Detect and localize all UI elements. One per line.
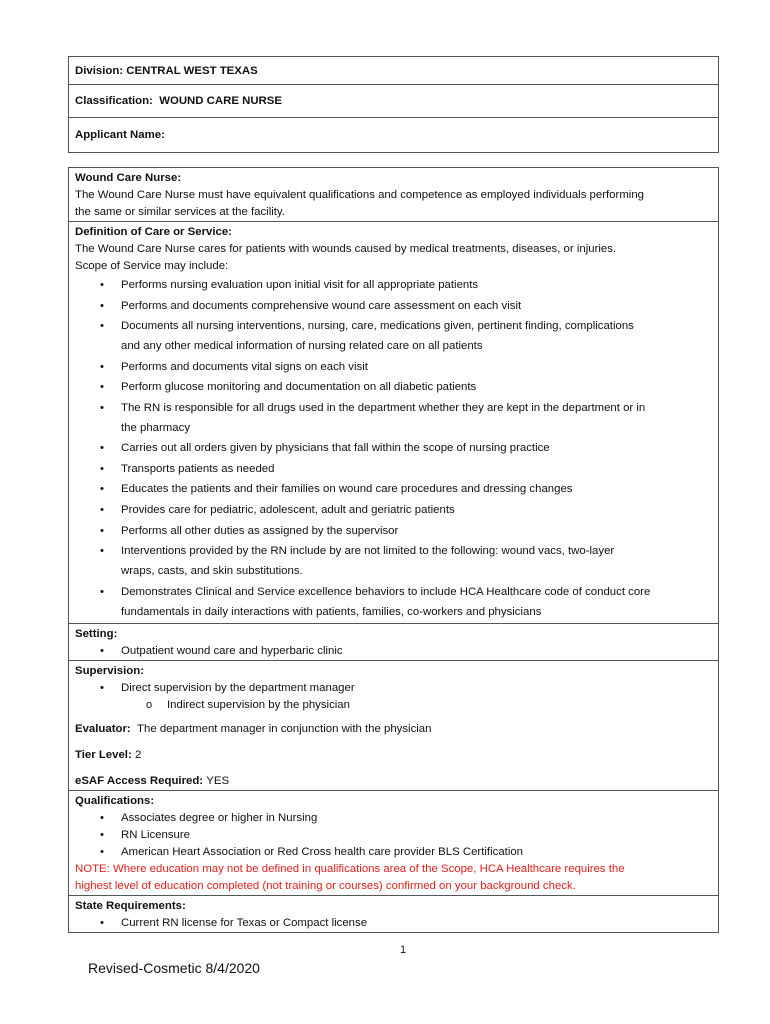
evaluator-line [75,721,712,738]
scope-item-text-continued: and any other medical information of nursing related care on all patients [121,340,483,353]
bullet-icon: • [100,503,104,516]
bullet-icon: • [100,299,104,312]
scope-item [75,398,712,438]
scope-item [75,377,712,398]
scope-item-text: Performs nursing evaluation upon initial visit for all appropriate patients [121,279,479,291]
scope-item-text: Interventions provided by the RN include by are not limited to the following: wound vacs, two-layer [121,545,615,558]
state-requirement-item-text: Current RN license for Texas or Compact license [121,916,368,929]
circle-bullet-icon: o [146,698,153,711]
definition-text: The Wound Care Nurse cares for patients with wounds caused by medical treatments, diseases, or injuries. [75,243,617,255]
bullet-icon: • [100,916,104,929]
scope-item-text: Performs and documents vital signs on each visit [121,360,368,373]
wound-care-nurse-text-1: The Wound Care Nurse must have equivalent qualifications and competence as employed individuals performing [75,189,645,201]
supervision-item-text: Direct supervision by the department manager [121,681,355,694]
state-requirements-heading: State Requirements: [75,899,186,912]
supervision-sub-item [75,697,712,714]
division-row [69,57,718,85]
bullet-icon: • [100,381,104,394]
division-label: Division: [75,64,124,77]
bullet-icon: • [100,845,104,858]
scope-item-text: Performs all other duties as assigned by the supervisor [121,524,399,537]
esaf-value: YES [206,774,230,787]
qualification-item-text: American Heart Association or Red Cross health care provider BLS Certification [121,845,524,858]
bullet-icon: • [100,279,104,291]
qualification-item-text: RN Licensure [121,828,191,841]
wound-care-nurse-text-2: the same or similar services at the facility. [75,206,285,218]
scope-item [75,296,712,317]
scope-item [75,275,712,296]
supervision-sub-item-text: Indirect supervision by the physician [167,698,350,711]
esaf-line [75,773,712,790]
scope-item-text: Carries out all orders given by physicians that fall within the scope of nursing practice [121,442,550,455]
scope-item-text: Transports patients as needed [121,462,275,475]
definition-section [69,222,718,624]
setting-item-text: Outpatient wound care and hyperbaric clinic [121,644,343,657]
education-note-2: highest level of education completed (not training or courses) confirmed on your background check. [75,879,576,892]
tier-line [75,747,712,764]
scope-item-text: Performs and documents comprehensive wound care assessment on each visit [121,299,522,312]
wound-care-nurse-section [69,168,718,222]
page-number: 1 [400,944,407,956]
supervision-section [69,661,718,791]
bullet-icon: • [100,524,104,537]
scope-item-text-continued: wraps, casts, and skin substitutions. [121,565,303,578]
scope-item [75,459,712,480]
scope-item-text-continued: the pharmacy [121,421,191,434]
qualification-item [75,844,712,861]
scope-item-text: Demonstrates Clinical and Service excellence behaviors to include HCA Healthcare code of conduct core [121,585,651,598]
tier-label: Tier Level: [75,748,132,761]
scope-list [75,275,712,622]
bullet-icon: • [100,681,104,694]
bullet-icon: • [100,360,104,373]
scope-item [75,438,712,459]
scope-label: Scope of Service may include: [75,260,229,272]
bullet-icon: • [100,320,104,333]
scope-item-text: The RN is responsible for all drugs used in the department whether they are kept in the department or in [121,401,646,414]
state-requirement-item [75,915,712,932]
bullet-icon: • [100,811,104,824]
scope-item-text: Perform glucose monitoring and documentation on all diabetic patients [121,381,477,394]
scope-item [75,521,712,542]
scope-item-text-continued: fundamentals in daily interactions with patients, families, co-workers and physicians [121,605,542,618]
applicant-row [69,118,718,152]
state-requirements-section [69,896,718,932]
setting-section [69,624,718,661]
bullet-icon: • [100,828,104,841]
esaf-label: eSAF Access Required: [75,774,204,787]
bullet-icon: • [100,483,104,496]
classification-row [69,85,718,118]
bullet-icon: • [100,585,104,598]
scope-item [75,582,712,622]
scope-item [75,541,712,581]
header-table [68,56,719,153]
scope-item-text: Educates the patients and their families on wound care procedures and dressing changes [121,483,573,496]
scope-item-text: Provides care for pediatric, adolescent, adult and geriatric patients [121,503,455,516]
education-note-1: NOTE: Where education may not be defined in qualifications area of the Scope, HCA Healthcare requires the [75,862,625,875]
revision-footer: Revised-Cosmetic 8/4/2020 [88,960,260,976]
applicant-label: Applicant Name: [75,129,165,141]
bullet-icon: • [100,644,104,657]
qualifications-heading: Qualifications: [75,794,155,807]
qualifications-section [69,791,718,896]
bullet-icon: • [100,401,104,414]
classification-value: WOUND CARE NURSE [159,95,282,107]
scope-item-text: Documents all nursing interventions, nursing, care, medications given, pertinent finding, complications [121,320,634,333]
scope-item [75,357,712,378]
scope-item [75,316,712,356]
division-value: CENTRAL WEST TEXAS [126,64,258,77]
tier-value: 2 [134,748,142,761]
bullet-icon: • [100,462,104,475]
scope-item [75,479,712,500]
classification-label: Classification: [75,95,153,107]
bullet-icon: • [100,442,104,455]
evaluator-label: Evaluator: [75,722,131,735]
supervision-heading: Supervision: [75,664,144,677]
scope-item [75,500,712,521]
qualification-item-text: Associates degree or higher in Nursing [121,811,318,824]
supervision-item [75,680,712,697]
setting-heading: Setting: [75,627,118,640]
setting-item [75,643,712,660]
content-table [68,167,719,933]
wound-care-nurse-heading: Wound Care Nurse: [75,172,182,184]
definition-heading: Definition of Care or Service: [75,226,232,238]
qualification-item [75,827,712,844]
bullet-icon: • [100,545,104,558]
evaluator-value: The department manager in conjunction with the physician [137,722,432,735]
qualification-item [75,810,712,827]
